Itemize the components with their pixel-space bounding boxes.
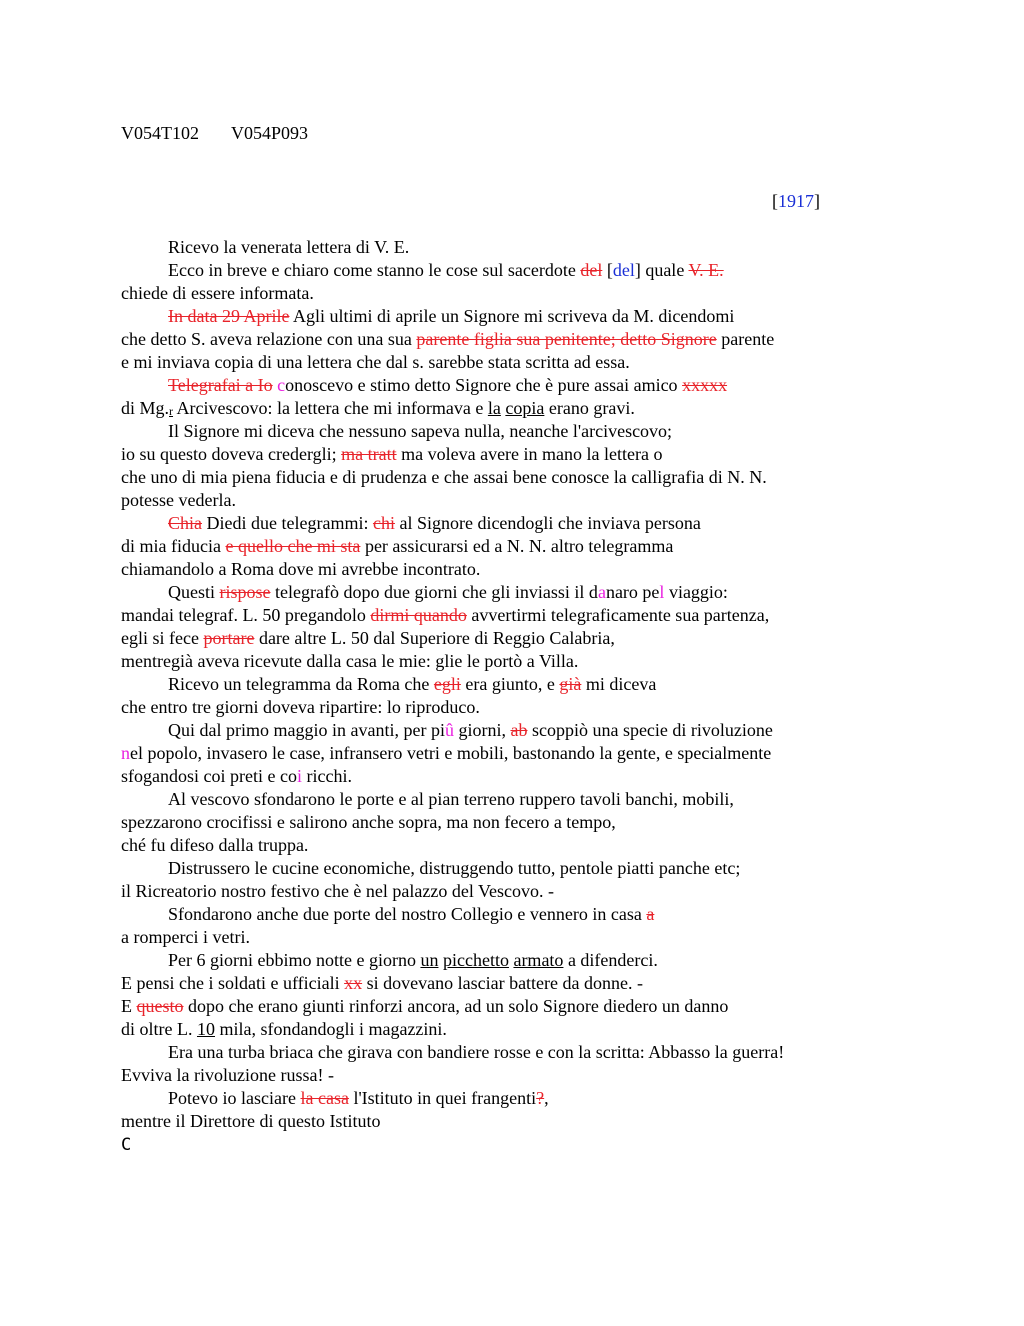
text-segment: E [121,996,137,1016]
text-line [121,282,881,305]
inserted-letter: û [444,720,454,740]
deleted-text: egli [433,674,461,694]
inserted-letter: i [296,766,302,786]
text-segment: , [544,1088,549,1108]
text-segment: Il Signore mi diceva che nessuno sapeva nulla, neanche l'arcivescovo; [168,421,673,441]
text-segment: ] quale [634,260,689,280]
text-segment: e mi inviava copia di una lettera che dal s. sarebbe stata scritta ad essa. [121,352,630,372]
text-line [121,305,881,328]
text-segment: a difenderci. [563,950,658,970]
text-segment: di oltre L. [121,1019,197,1039]
editorial-insertion: del [612,260,635,280]
text-segment: Diedi due telegrammi: [202,513,373,533]
text-segment: Ecco in breve e chiaro come stanno le cose sul sacerdote [168,260,581,280]
text-segment: mentre il Direttore di questo Istituto [121,1111,381,1131]
text-line [121,765,881,788]
text-line [121,857,881,880]
underlined-text: armato [513,950,564,970]
inserted-letter: a [597,582,606,602]
text-line [121,627,881,650]
deleted-text: questo [136,996,184,1016]
text-line [121,236,881,259]
text-segment: mi diceva [581,674,657,694]
deleted-text: già [559,674,582,694]
text-line [121,926,881,949]
volume-page-code: V054P093 [231,123,309,143]
text-segment: ché fu difeso dalla truppa. [121,835,309,855]
deleted-text: del [580,260,603,280]
text-segment: che uno di mia piena fiducia e di prudenza e che assai bene conosce la calligrafia di N. N. [121,467,767,487]
text-segment: l'Istituto in quei frangenti [348,1088,537,1108]
document-codes [121,122,308,144]
deleted-text: Chia [168,513,202,533]
text-line [121,535,881,558]
text-line [121,650,881,673]
text-line [121,443,881,466]
text-segment: ricchi. [301,766,352,786]
underlined-text: un [420,950,439,970]
deleted-text: ma tratt [341,444,397,464]
text-segment: sfogandosi coi preti e co [121,766,297,786]
text-segment: per assicurarsi ed a N. N. altro telegramma [360,536,674,556]
text-segment: Sfondarono anche due porte del nostro Collegio e vennero in casa [168,904,647,924]
underlined-text: 10 [196,1019,215,1039]
underlined-text: la [487,398,501,418]
text-segment: di Mg. [121,398,170,418]
text-segment: Al vescovo sfondarono le porte e al pian terreno ruppero tavoli banchi, mobili, [168,789,734,809]
text-line [121,374,881,397]
text-line [121,466,881,489]
text-segment: [ [602,260,613,280]
text-segment: al Signore dicendogli che inviava persona [394,513,701,533]
deleted-text: In data 29 Aprile [168,306,290,326]
text-segment: Qui dal primo maggio in avanti, per pi [168,720,445,740]
text-segment: egli si fece [121,628,204,648]
deleted-text: Telegrafai a Io [168,375,273,395]
text-segment: mila, sfondandogli i magazzini. [214,1019,447,1039]
text-segment: Per 6 giorni ebbimo notte e giorno [168,950,421,970]
text-segment: erano gravi. [544,398,635,418]
text-line [121,880,881,903]
deleted-text: parente figlia sua penitente; detto Signore [416,329,717,349]
text-segment: Agli ultimi di aprile un Signore mi scriveva da M. dicendomi [289,306,735,326]
text-line [121,972,881,995]
text-segment: viaggio: [664,582,728,602]
text-segment: chiamandolo a Roma dove mi avrebbe incontrato. [121,559,481,579]
deleted-text: V. E. [688,260,724,280]
letter-body [121,236,881,1156]
deleted-text: rispose [219,582,271,602]
text-segment: potesse vederla. [121,490,236,510]
date-year: 1917 [778,191,814,211]
text-segment: Questi [168,582,220,602]
text-line [121,581,881,604]
text-segment: chiede di essere informata. [121,283,314,303]
deleted-text: xxxxx [682,375,728,395]
text-line [121,420,881,443]
text-line [121,719,881,742]
text-segment: telegrafò dopo due giorni che gli inviassi il d [270,582,598,602]
text-segment: onoscevo e stimo detto Signore che è pure assai amico [285,375,683,395]
text-segment: Arcivescovo: la lettera che mi informava e [173,398,488,418]
text-segment: dopo che erano giunti rinforzi ancora, ad un solo Signore diedero un danno [183,996,729,1016]
text-segment: avvertirmi telegraficamente sua partenza, [466,605,770,625]
text-line [121,696,881,719]
deleted-text: ? [536,1088,545,1108]
text-segment: Distrussero le cucine economiche, distruggendo tutto, pentole piatti panche etc; [168,858,741,878]
text-line [121,834,881,857]
deleted-text: xx [344,973,363,993]
text-line [121,1133,881,1156]
text-segment: giorni, [453,720,511,740]
inserted-letter: c [277,375,286,395]
text-line [121,512,881,535]
text-line [121,788,881,811]
text-line [121,558,881,581]
text-line [121,811,881,834]
text-segment: E pensi che i soldati e ufficiali [121,973,345,993]
text-segment: spezzarono crocifissi e salirono anche sopra, ma non fecero a tempo, [121,812,616,832]
text-segment: Ricevo la venerata lettera di V. E. [168,237,410,257]
text-segment: dare altre L. 50 dal Superiore di Reggio Calabria, [254,628,615,648]
text-line [121,328,881,351]
text-segment: che entro tre giorni doveva ripartire: lo riproduco. [121,697,480,717]
text-segment: scoppiò una specie di rivoluzione [527,720,773,740]
text-line [121,1041,881,1064]
text-line [121,995,881,1018]
date-bracket-close: ] [814,191,820,211]
text-segment: che detto S. aveva relazione con una sua [121,329,417,349]
text-segment: el popolo, invasero le case, infransero vetri e mobili, bastonando la gente, e specialmente [130,743,772,763]
text-segment: mentregià aveva ricevute dalla casa le mie: glie le portò a Villa. [121,651,579,671]
date-annotation [772,190,820,212]
deleted-text: dirmi quando [370,605,467,625]
text-line [121,1087,881,1110]
text-line [121,604,881,627]
text-line [121,742,881,765]
text-line [121,949,881,972]
text-line [121,673,881,696]
text-segment: Evviva la rivoluzione russa! - [121,1065,334,1085]
text-segment: il Ricreatorio nostro festivo che è nel palazzo del Vescovo. - [121,881,555,901]
deleted-text: ab [510,720,528,740]
text-segment: naro pe [605,582,660,602]
text-segment: Potevo io lasciare [168,1088,301,1108]
text-segment: ma voleva avere in mano la lettera o [396,444,663,464]
text-line [121,1018,881,1041]
inserted-letter: l [659,582,665,602]
underlined-text: picchetto [442,950,509,970]
underlined-text: copia [505,398,545,418]
trailing-glyph: C [121,1135,132,1155]
text-line [121,351,881,374]
volume-text-code: V054T102 [121,123,199,143]
superscript-text: r [169,404,174,418]
text-segment: a romperci i vetri. [121,927,250,947]
text-line [121,489,881,512]
deleted-text: chi [372,513,395,533]
date-bracket-open: [ [772,191,778,211]
deleted-text: la casa [300,1088,349,1108]
text-segment: si dovevano lasciar battere da donne. - [362,973,643,993]
text-line [121,1110,881,1133]
deleted-text: portare [203,628,255,648]
deleted-text: e quello che mi sta [225,536,361,556]
text-line [121,903,881,926]
text-line [121,1064,881,1087]
text-segment: Ricevo un telegramma da Roma che [168,674,434,694]
text-line [121,259,881,282]
text-segment: io su questo doveva credergli; [121,444,342,464]
text-line [121,397,881,420]
deleted-text: a [646,904,655,924]
text-segment: parente [716,329,775,349]
text-segment: di mia fiducia [121,536,226,556]
text-segment: era giunto, e [460,674,560,694]
inserted-letter: n [121,743,130,763]
text-segment: mandai telegraf. L. 50 pregandolo [121,605,371,625]
text-segment: Era una turba briaca che girava con bandiere rosse e con la scritta: Abbasso la guerra! [168,1042,785,1062]
